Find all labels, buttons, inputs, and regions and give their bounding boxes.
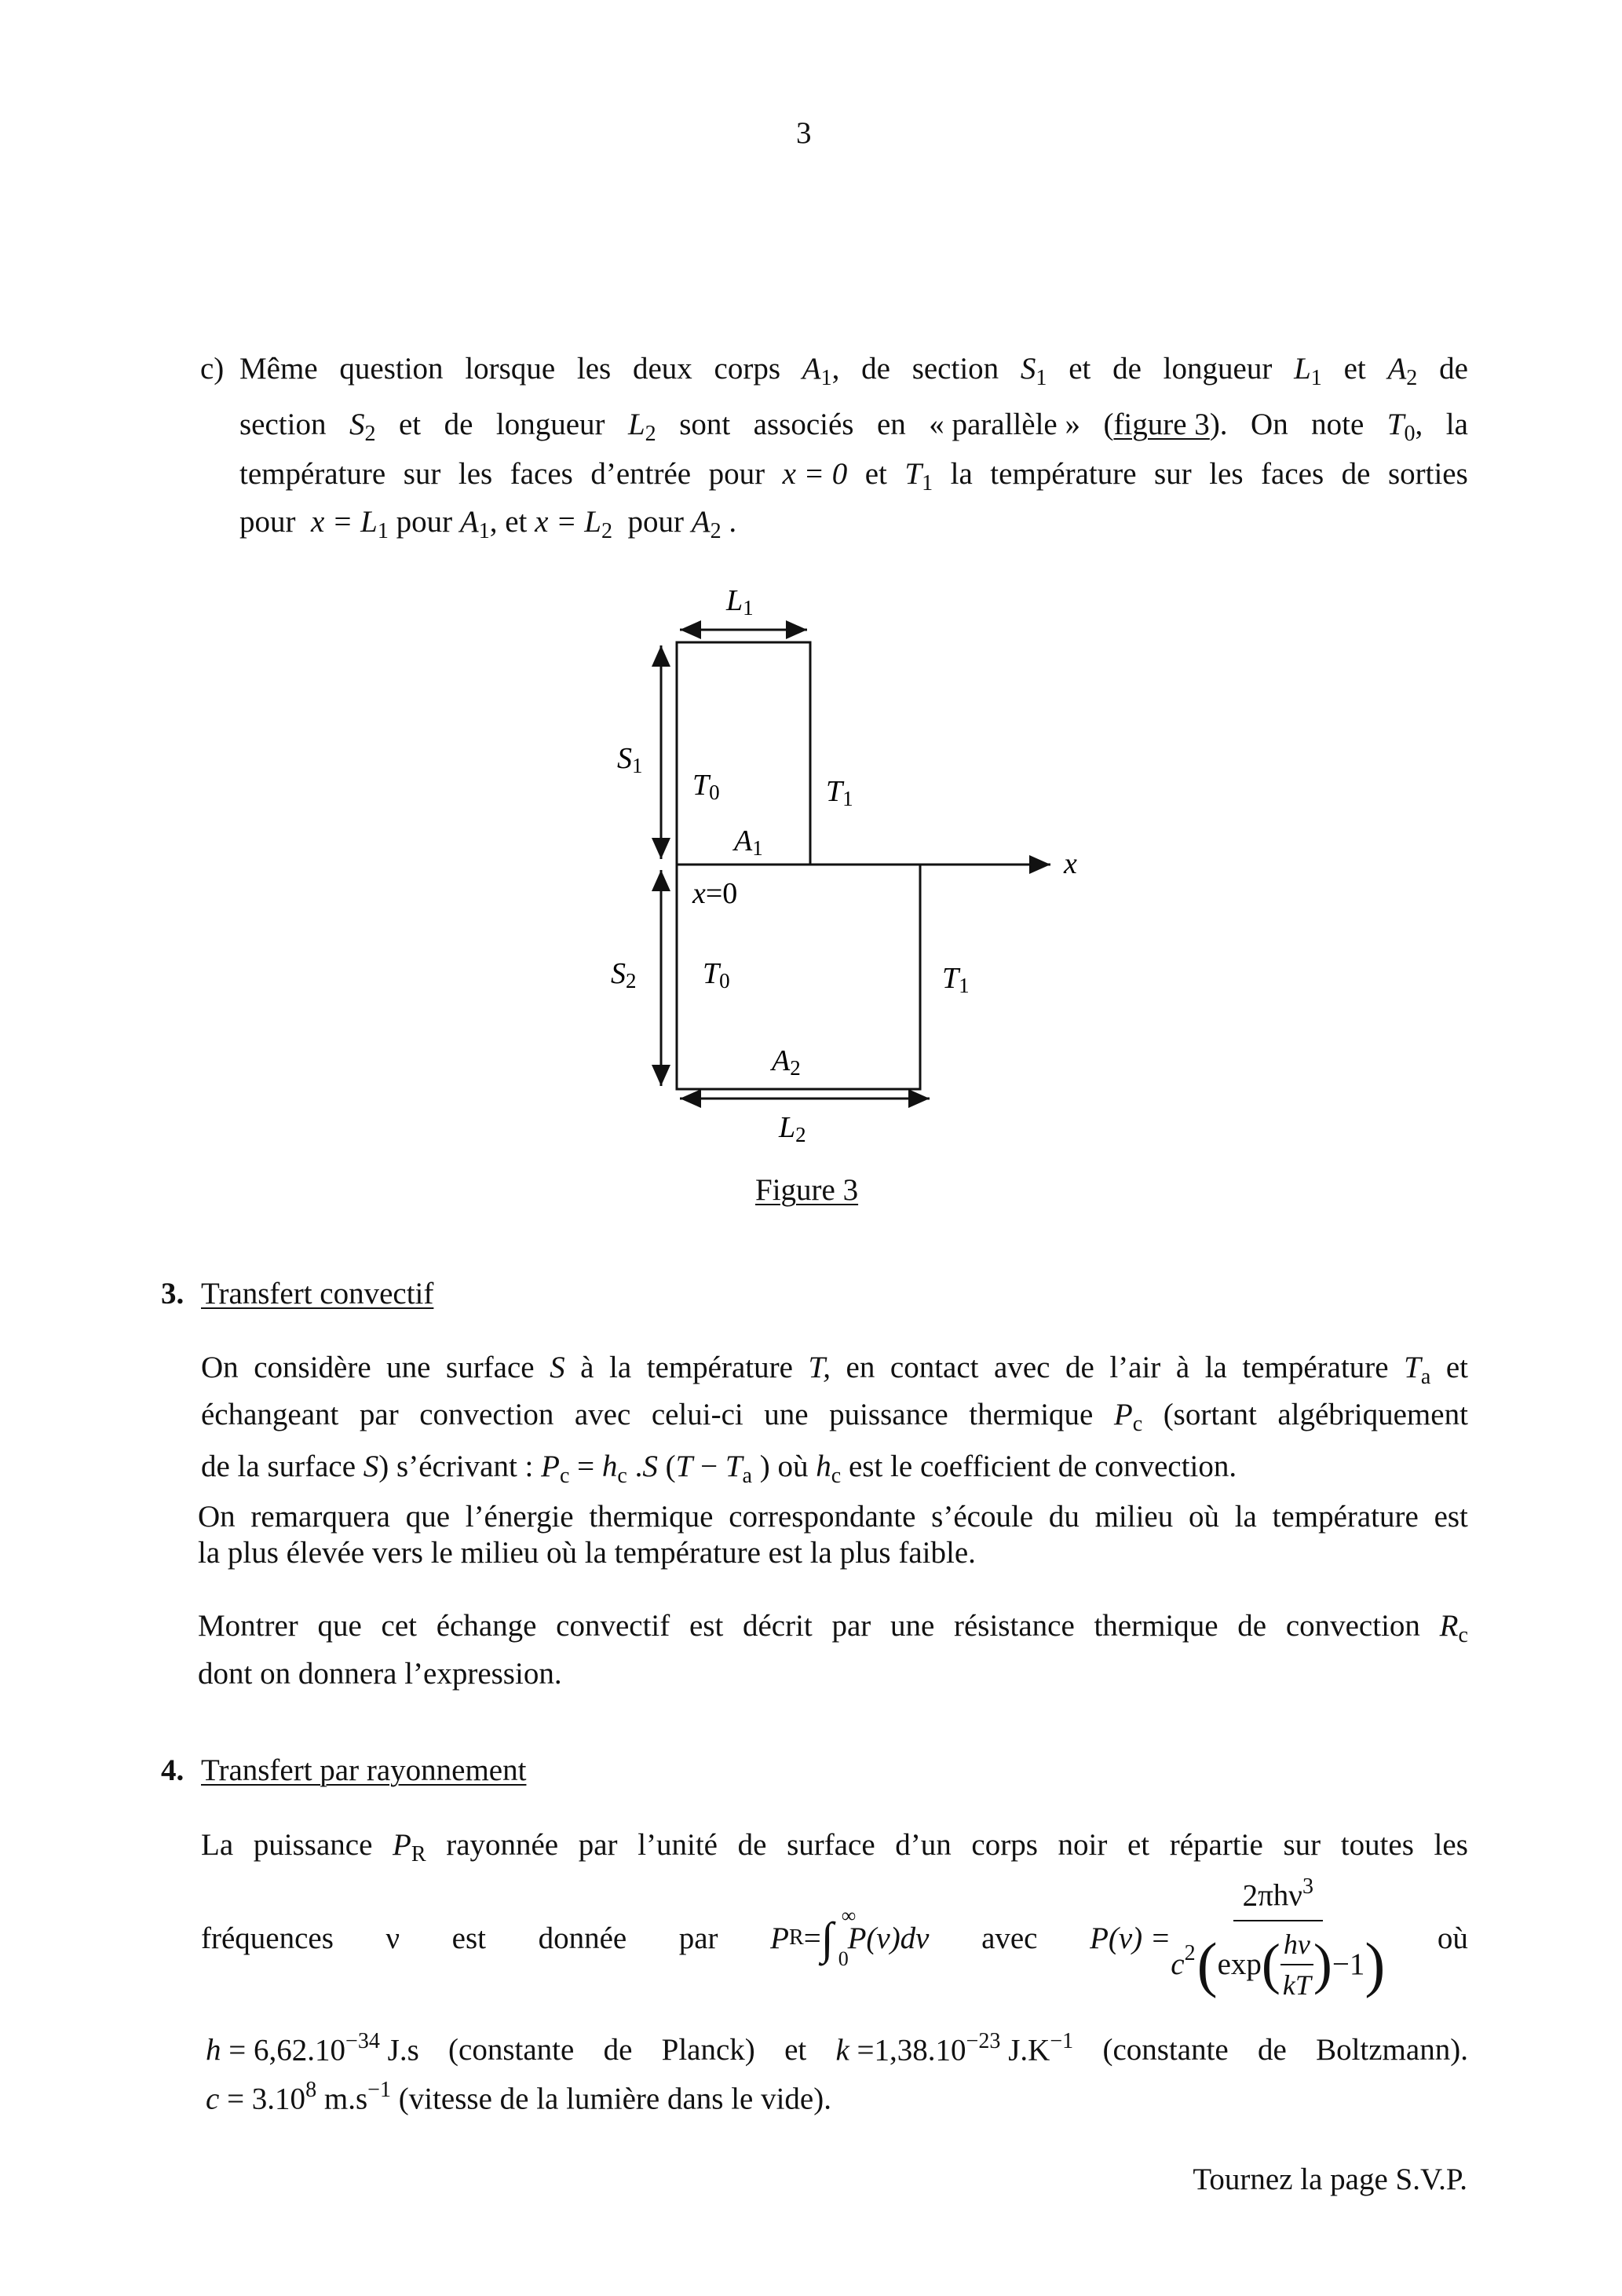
section-3-line-5: la plus élevée vers le milieu où la température est la plus faible. xyxy=(198,1536,976,1570)
part-c-line-3: température sur les faces d’entrée pour x = 0 et $T_1$ la température sur les faces de sorties xyxy=(239,457,1468,495)
section-3-line-2: échangeant par convection avec celui-ci une puissance thermique $P_c$ (sortant algébriquement xyxy=(201,1398,1468,1436)
label-x-equals-0: x=0 xyxy=(692,877,738,910)
label-t1-a1: T1 xyxy=(826,775,853,810)
figure-3-caption: Figure 3 xyxy=(755,1173,859,1207)
section-3-line-7: dont on donnera l’expression. xyxy=(198,1657,562,1691)
section-4-speed-of-light-line: $c = 3.10^8$ $m.s^{-1}$ (vitesse de la lumière dans le vide). xyxy=(206,2078,831,2116)
section-4-line-1: La puissance $P_R$ rayonnée par l’unité de surface d’un corps noir et répartie sur toutes les xyxy=(201,1828,1468,1866)
planck-law-expression: P(ν) = 2πhν$^3$ c 2 ( exp ( $\frac{h\nu}{kT}$ ) −1 ) xyxy=(1090,1874,1386,2001)
label-l2: L2 xyxy=(779,1111,806,1146)
part-c-label: c) xyxy=(200,352,225,386)
section-4-formula-line: fréquences ν est donnée par P R = ∫ ∞ 0 P(ν)dν avec P(ν) = 2πhν$^3$ c 2 ( exp ( $\frac{h\nu}{kT}$ ) −1 ) où xyxy=(201,1874,1468,2001)
section-3-line-4: On remarquera que l’énergie thermique correspondante s’écoule du milieu où la température est xyxy=(198,1500,1468,1534)
section-4-title: Transfert par rayonnement xyxy=(201,1753,527,1787)
label-a1: A1 xyxy=(734,824,763,860)
figure-3-reference: figure 3 xyxy=(1113,408,1210,441)
section-3-number: 3. xyxy=(161,1277,184,1311)
section-3-line-6: Montrer que cet échange convectif est décrit par une résistance thermique de convection $R_c$ xyxy=(198,1609,1468,1647)
label-t0-a1: T0 xyxy=(692,769,720,804)
label-l1: L1 xyxy=(726,584,754,620)
section-3-line-1: On considère une surface S à la température T, en contact avec de l’air à la température $T_a$ et xyxy=(201,1351,1468,1389)
label-t0-a2: T0 xyxy=(703,957,730,993)
part-c-line-1: Même question lorsque les deux corps $A_1$, de section $S_1$ et de longueur $L_1$ et $A_2$ de xyxy=(239,352,1468,390)
label-a2: A2 xyxy=(772,1044,801,1080)
part-c-line-2: section $S_2$ et de longueur $L_2$ sont associés en « parallèle » (figure 3). On note $T_0$, la xyxy=(239,408,1468,446)
part-c-line-4: pour $x = L_1$ pour $A_1$, et $x = L_2$ pour $A_2$ . xyxy=(239,505,737,543)
section-3-title: Transfert convectif xyxy=(201,1277,434,1311)
label-x-axis: x xyxy=(1064,847,1077,880)
label-s1: S1 xyxy=(617,742,643,777)
label-s2: S2 xyxy=(611,957,637,993)
integral-expression: P R = ∫ ∞ 0 P(ν)dν xyxy=(770,1903,930,1970)
label-t1-a2: T1 xyxy=(942,962,970,997)
section-4-number: 4. xyxy=(161,1753,184,1787)
page-number: 3 xyxy=(796,116,812,150)
section-3-line-3: de la surface S) s’écrivant : $P_c = h_c$ .S ($T - T_a$ ) où $h_c$ est le coefficient de convection. xyxy=(201,1450,1237,1488)
section-4-constants-line: $h = 6,62.10^{-34}$ J.s (constante de Planck) et $k =1,38.10^{-23}$ $J.K^{-1}$ (constante de Boltzmann). xyxy=(206,2029,1468,2067)
turn-page-note: Tournez la page S.V.P. xyxy=(1193,2163,1467,2196)
